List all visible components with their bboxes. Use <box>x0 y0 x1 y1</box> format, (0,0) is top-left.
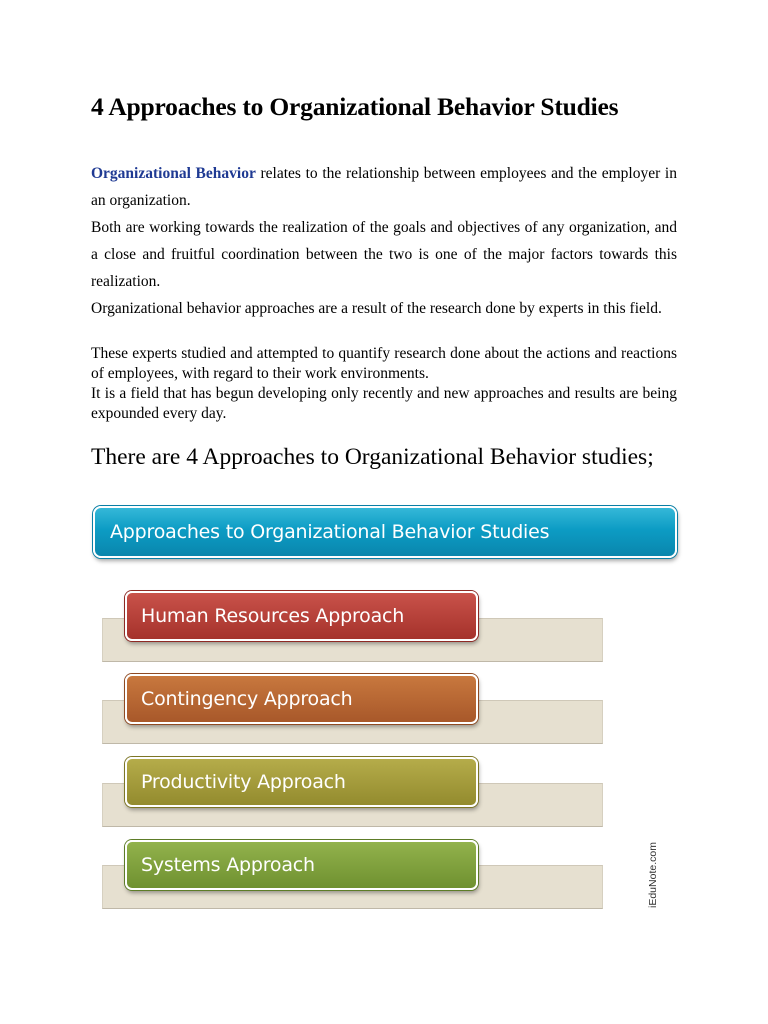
organizational-behavior-link[interactable]: Organizational Behavior <box>91 165 256 182</box>
paragraph-experts: These experts studied and attempted to quantify research done about the actions and reactions of employees, with regard to their work environments. <box>91 345 677 382</box>
approaches-diagram <box>86 500 686 920</box>
contingency-approach-box: Contingency Approach <box>125 674 478 724</box>
intro-text: relates to the relationship between employees and the employer in an organization. <box>91 165 677 209</box>
human-resources-approach-box: Human Resources Approach <box>125 591 478 641</box>
watermark <box>643 840 671 910</box>
intro-paragraph <box>91 160 677 214</box>
systems-approach-box: Systems Approach <box>125 840 478 890</box>
paragraph-research: Organizational behavior approaches are a result of the research done by experts in this field. <box>91 300 662 317</box>
watermark-text: iEduNote.com <box>647 842 659 908</box>
section-heading: There are 4 Approaches to Organizational Behavior studies; <box>91 444 654 470</box>
paragraph-goals: Both are working towards the realization of the goals and objectives of any organization, and a close and fruitful coordination between the two is one of the major factors towards this realization. <box>91 219 677 290</box>
productivity-approach-box: Productivity Approach <box>125 757 478 807</box>
diagram-header: Approaches to Organizational Behavior Studies <box>93 506 677 558</box>
page-title: 4 Approaches to Organizational Behavior Studies <box>91 92 619 121</box>
paragraph-field: It is a field that has begun developing only recently and new approaches and results are being expounded every day. <box>91 385 677 422</box>
